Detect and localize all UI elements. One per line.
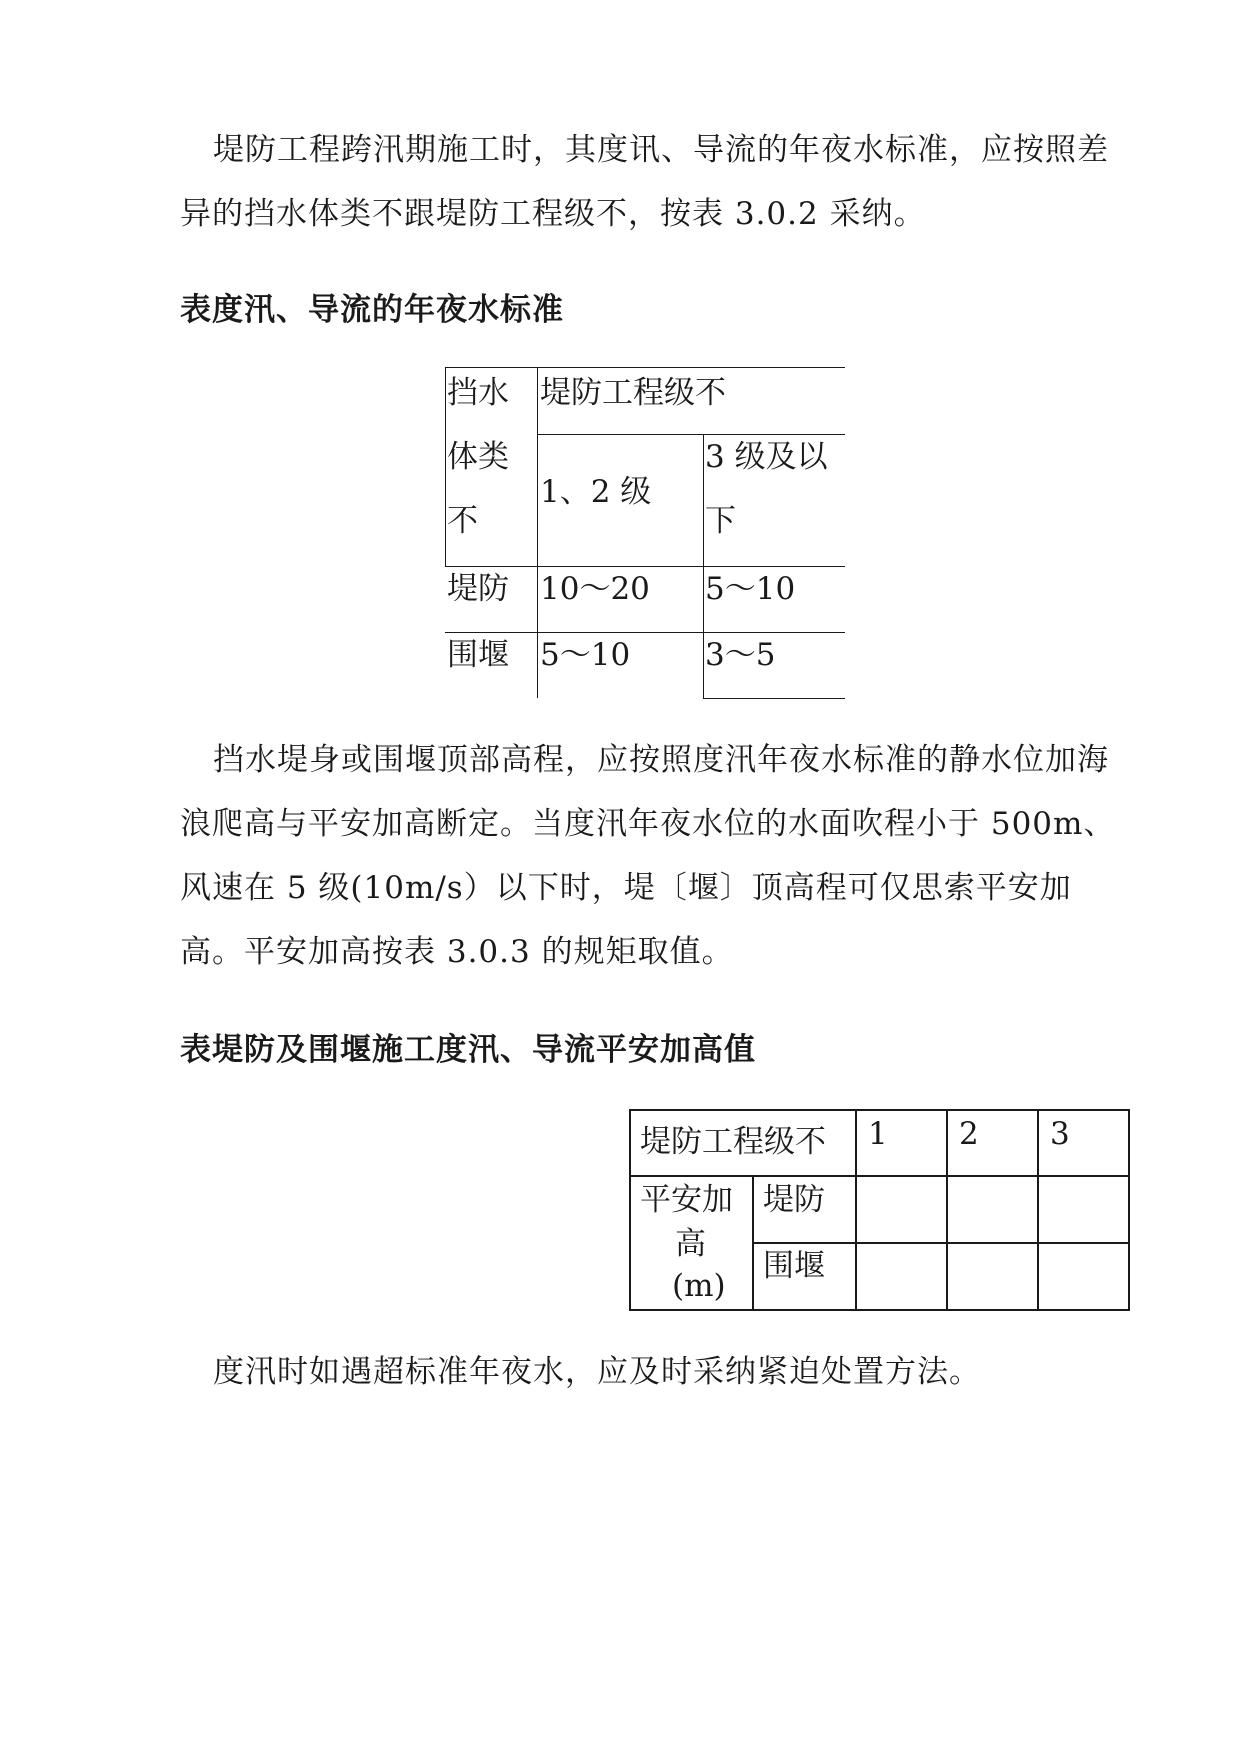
table1-line [537,367,538,698]
paragraph-flood-season-standard: 堤防工程跨汛期施工时，其度讯、导流的年夜水标准，应按照差异的挡水体类不跟堤防工程级不，按表 3.0.2 采纳。 [180,132,1109,232]
table1-line [445,367,446,566]
table1-row-type: 堤防 [447,571,509,607]
paragraph-emergency-measures: 度汛时如遇超标准年夜水，应及时采纳紧迫处置方法。 [213,1354,981,1390]
table2-row-group-line1: 平安加 [640,1182,733,1218]
table1-subheader-level-3-line1: 3 级及以 [705,439,828,475]
table2-level-3: 3 [1050,1116,1070,1152]
table2-row-label-cofferdam: 围堰 [763,1248,825,1284]
table2-line [946,1109,948,1309]
table2-level-2: 2 [959,1116,979,1152]
table1-header-group: 堤防工程级不 [540,375,726,411]
table1-row-type: 围堰 [447,637,509,673]
table1-subheader-level-3-line2: 下 [705,503,736,539]
table1-title: 表度汛、导流的年夜水标准 [180,292,564,328]
table2-row-group-line3: (m) [672,1268,726,1304]
table2-line [1037,1109,1039,1309]
table2-title: 表堤防及围堰施工度汛、导流平安加高值 [180,1032,756,1068]
table1-row-value-b: 5～10 [705,571,796,607]
table1-header-type-line1: 挡水 [447,375,509,411]
table2-line [752,1175,754,1309]
table1-row-value-b: 3～5 [705,637,776,673]
table1-subheader-level-1-2: 1、2 级 [540,474,652,510]
table2-line [855,1109,857,1309]
paragraph-crest-elevation: 挡水堤身或围堰顶部高程，应按照度汛年夜水标准的静水位加海浪爬高与平安加高断定。当度汛年夜水位的水面吹程小于 500m、风速在 5 级(10m/s）以下时，堤〔堰〕顶高程可仅思索平安加高。平安加高按表 3.0.3 的规矩取值。 [180,742,1116,970]
table1-line [703,434,704,698]
table2-line [752,1242,1128,1244]
table2-row-group-line2: 高 [675,1226,706,1262]
table1-header-type-line2: 体类 [447,439,509,475]
table2-header-label: 堤防工程级不 [640,1124,826,1160]
table2-level-1: 1 [868,1116,888,1152]
table1-header-type-line3: 不 [447,503,478,539]
table1-line [703,698,845,699]
table2-line [629,1175,1128,1177]
table1-row-value-a: 5～10 [540,637,631,673]
table2-row-label-dike: 堤防 [763,1182,825,1218]
table1-row-value-a: 10～20 [540,571,650,607]
